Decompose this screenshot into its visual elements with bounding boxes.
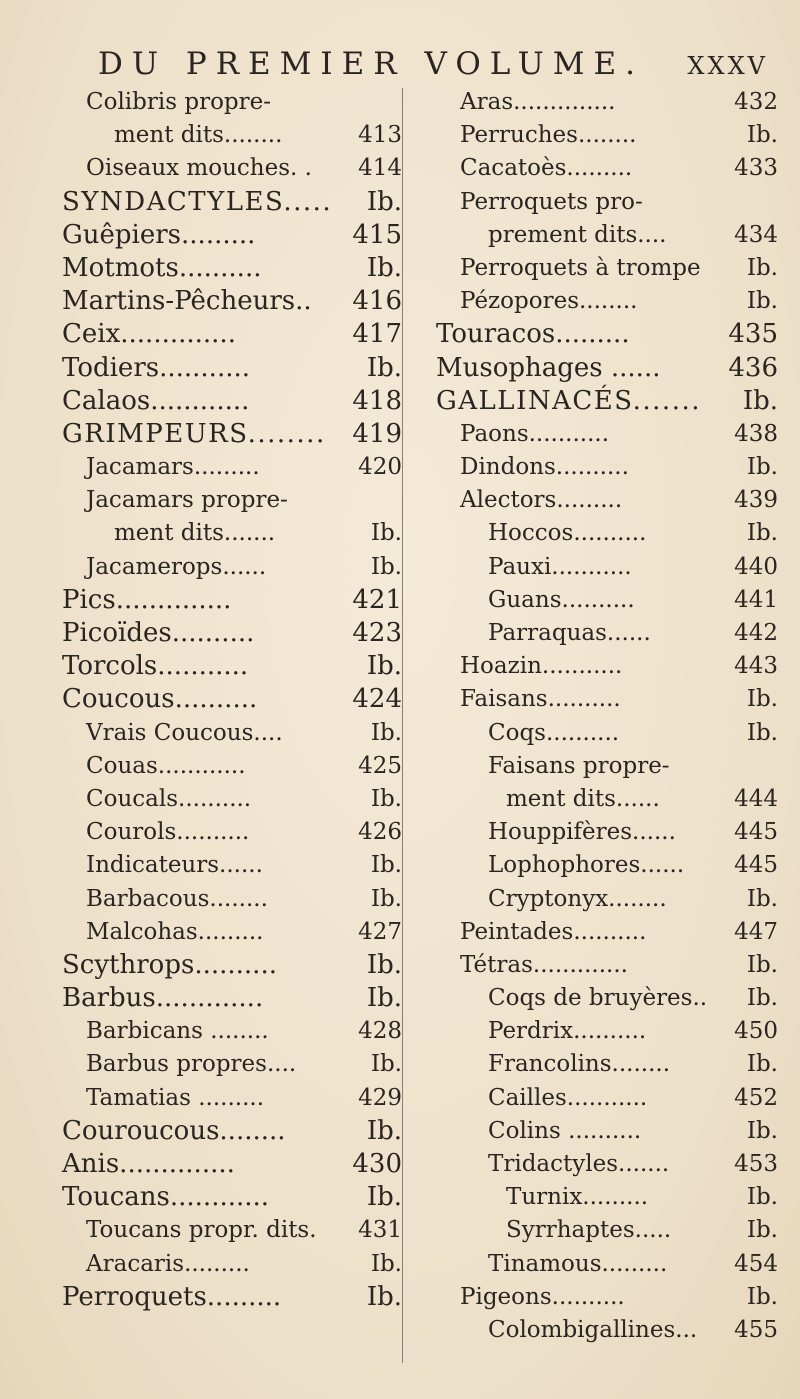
index-entry: [62, 418, 422, 451]
index-entry: [436, 1148, 796, 1181]
index-entry: [436, 1048, 796, 1081]
header-title: DU PREMIER VOLUME.: [98, 46, 644, 82]
index-entry: [62, 186, 422, 219]
index-entry: [62, 152, 422, 185]
index-entry-name: Dindons..........: [460, 454, 629, 481]
index-entry: [62, 451, 422, 484]
index-entry-name: Barbus.............: [62, 983, 264, 1014]
index-entry: [62, 318, 422, 351]
index-entry-page: Ib.: [370, 520, 402, 547]
index-entry-page: 418: [352, 385, 402, 416]
index-entry: [62, 783, 422, 816]
index-entry-page: Ib.: [746, 454, 778, 481]
index-entry: [436, 883, 796, 916]
index-entry-name: Courols..........: [86, 819, 250, 846]
index-entry-page: 428: [358, 1018, 402, 1045]
index-entry: [436, 783, 796, 816]
index-entry-page: 415: [352, 219, 402, 250]
index-entry: [62, 551, 422, 584]
index-entry-name: Picoïdes..........: [62, 618, 255, 648]
index-entry-page: Ib.: [746, 1117, 778, 1144]
index-entry: [436, 849, 796, 882]
index-entry-name: Touracos.........: [436, 319, 630, 350]
index-entry: [436, 285, 796, 318]
index-entry-page: Ib.: [746, 254, 778, 281]
index-entry-name: Tétras.............: [460, 951, 628, 978]
index-entry-name: Parraquas......: [488, 620, 651, 646]
index-entry-name: Guans..........: [488, 586, 635, 613]
index-entry-name: prement dits....: [488, 221, 667, 248]
index-entry-page: Ib.: [746, 1184, 778, 1211]
index-entry: [436, 1082, 796, 1115]
index-entry-page: Ib.: [366, 186, 402, 217]
index-entry-page: Ib.: [370, 719, 402, 746]
index-entry-page: 424: [352, 684, 402, 715]
index-entry-page: 440: [734, 553, 778, 580]
index-entry-page: Ib.: [746, 719, 778, 746]
index-entry: [436, 816, 796, 849]
index-entry: [436, 484, 796, 517]
index-entry-page: 420: [358, 454, 402, 481]
index-entry: [62, 816, 422, 849]
index-entry: [436, 219, 796, 252]
index-entry-name: Pauxi...........: [488, 553, 632, 580]
index-entry-page: 445: [734, 852, 778, 879]
index-entry-name: Aracaris.........: [86, 1250, 250, 1277]
index-entry: [62, 949, 422, 982]
index-entry-page: 430: [352, 1149, 402, 1179]
index-entry: [62, 849, 422, 882]
index-entry-name: Cryptonyx........: [488, 885, 667, 912]
index-entry-page: 443: [734, 653, 778, 680]
index-entry-name: Hoazin...........: [460, 653, 623, 680]
index-entry-page: Ib.: [370, 785, 402, 812]
index-entry-name: Perruches........: [460, 122, 637, 149]
index-entry-name: Couroucous........: [62, 1115, 286, 1146]
index-entry-name: Perroquets à trompe: [460, 254, 701, 281]
index-entry: [436, 916, 796, 949]
index-entry: [436, 385, 796, 418]
index-entry: [436, 1214, 796, 1247]
index-entry-page: 454: [734, 1250, 778, 1277]
index-entry-name: Coucous..........: [62, 684, 258, 715]
index-entry-name: Jacamerops......: [86, 553, 267, 580]
index-entry-page: 434: [734, 221, 778, 248]
index-entry: [62, 883, 422, 916]
index-entry-page: 455: [734, 1316, 778, 1343]
index-entry-name: Hoccos..........: [488, 520, 647, 547]
index-entry-page: 433: [734, 155, 778, 182]
index-entry: [436, 683, 796, 716]
index-entry-name: GRIMPEURS........: [62, 418, 326, 449]
index-entry-page: Ib.: [746, 288, 778, 315]
index-entry-name: Calaos............: [62, 385, 250, 416]
index-entry-name: Alectors.........: [460, 487, 623, 514]
index-entry-name: Ceix..............: [62, 319, 236, 350]
index-entry-page: Ib.: [746, 520, 778, 547]
index-entry-page: 453: [734, 1151, 778, 1177]
index-entry: [436, 617, 796, 650]
index-entry: [62, 219, 422, 252]
index-entry: [62, 484, 422, 517]
index-entry-name: Scythrops..........: [62, 949, 277, 980]
index-entry-name: Barbus propres....: [86, 1051, 297, 1078]
index-entry-name: Perdrix..........: [488, 1018, 647, 1045]
index-entry-name: Jacamars.........: [86, 454, 260, 481]
index-entry-name: Barbicans ........: [86, 1018, 269, 1045]
index-entry-name: Musophages ......: [436, 352, 661, 383]
index-entry: [436, 1015, 796, 1048]
index-entry-name: Colibris propre-: [86, 89, 272, 115]
index-entry-name: ment dits.......: [114, 520, 276, 547]
index-entry: [62, 1248, 422, 1281]
index-entry-name: ment dits......: [506, 785, 660, 812]
index-entry-page: Ib.: [366, 1182, 402, 1213]
index-entry-page: Ib.: [746, 985, 778, 1012]
index-entry: [436, 1248, 796, 1281]
index-entry-name: Lophophores......: [488, 852, 685, 879]
index-entry-page: Ib.: [366, 949, 402, 980]
index-entry-page: 452: [734, 1084, 778, 1111]
index-entry-name: Peintades..........: [460, 918, 647, 945]
index-entry-name: Colins ..........: [488, 1117, 642, 1144]
index-entry: [436, 152, 796, 185]
index-entry: [436, 750, 796, 783]
index-entry-page: Ib.: [366, 1281, 402, 1312]
index-entry: [436, 717, 796, 750]
index-entry: [62, 1181, 422, 1214]
index-entry-page: Ib.: [366, 983, 402, 1014]
index-entry-page: Ib.: [746, 951, 778, 978]
index-entry-name: ment dits........: [114, 122, 283, 149]
index-entry-name: SYNDACTYLES.....: [62, 186, 333, 217]
index-entry-page: 425: [358, 752, 402, 779]
index-entry: [436, 551, 796, 584]
index-entry-page: 423: [352, 618, 402, 648]
index-entry-name: Tridactyles.......: [488, 1151, 670, 1177]
index-entry: [436, 1314, 796, 1347]
index-entry: [62, 717, 422, 750]
index-entry: [62, 750, 422, 783]
index-entry: [62, 1082, 422, 1115]
index-entry-page: 450: [734, 1018, 778, 1045]
index-entry-name: Tamatias .........: [86, 1084, 265, 1111]
index-entry-name: Perroquets.........: [62, 1281, 282, 1312]
index-entry: [436, 517, 796, 550]
index-entry-page: 417: [352, 319, 402, 350]
index-entry-page: Ib.: [370, 553, 402, 580]
index-entry: [62, 86, 422, 119]
index-entry: [436, 1281, 796, 1314]
index-entry: [436, 451, 796, 484]
index-entry-name: Tinamous.........: [488, 1250, 668, 1277]
index-entry-name: Anis..............: [62, 1149, 235, 1179]
index-entry: [62, 1281, 422, 1314]
index-entry-name: Barbacous........: [86, 885, 268, 912]
index-entry: [62, 517, 422, 550]
index-entry-name: Pics..............: [62, 584, 232, 615]
index-entry-page: 445: [734, 819, 778, 846]
index-entry-page: Ib.: [366, 1115, 402, 1146]
index-entry: [62, 1148, 422, 1181]
index-entry: [436, 418, 796, 451]
index-entry-page: Ib.: [370, 852, 402, 879]
index-entry-page: 431: [358, 1217, 402, 1244]
index-entry-name: Pézopores........: [460, 288, 638, 315]
index-entry-page: 441: [734, 586, 778, 613]
index-entry-name: Jacamars propre-: [86, 487, 288, 514]
index-entry-name: Colombigallines...: [488, 1316, 698, 1343]
index-entry: [436, 352, 796, 385]
index-entry-name: Couas............: [86, 752, 246, 779]
index-entry-name: Cailles...........: [488, 1084, 648, 1111]
index-entry-page: 435: [728, 319, 778, 350]
index-entry-page: 438: [734, 420, 778, 447]
left-column-index: [62, 86, 422, 1314]
index-entry-name: Indicateurs......: [86, 852, 263, 879]
index-entry: [62, 352, 422, 385]
index-entry: [436, 584, 796, 617]
index-entry-name: Turnix.........: [506, 1184, 649, 1211]
index-entry-page: 442: [734, 620, 778, 646]
index-entry-name: Vrais Coucous....: [86, 719, 283, 746]
index-entry-name: Todiers...........: [62, 352, 251, 383]
index-entry-name: GALLINACÉS.......: [436, 385, 701, 416]
index-entry-page: Ib.: [746, 885, 778, 912]
index-entry: [62, 1115, 422, 1148]
index-entry: [62, 1015, 422, 1048]
index-entry-page: Ib.: [746, 1217, 778, 1244]
index-entry-page: Ib.: [370, 1250, 402, 1277]
index-entry: [436, 252, 796, 285]
index-entry-name: Paons...........: [460, 420, 610, 447]
index-entry: [436, 86, 796, 119]
index-entry-page: 444: [734, 785, 778, 812]
index-entry-name: Motmots..........: [62, 252, 262, 283]
index-entry: [436, 1115, 796, 1148]
index-entry: [62, 1214, 422, 1247]
index-entry: [62, 119, 422, 152]
index-entry-name: Toucans............: [62, 1182, 270, 1213]
index-entry-name: Faisans..........: [460, 686, 621, 713]
index-entry-page: 416: [352, 286, 402, 317]
index-entry-page: Ib.: [366, 252, 402, 283]
index-entry-name: Coqs..........: [488, 719, 620, 746]
index-entry: [62, 584, 422, 617]
index-entry-name: Faisans propre-: [488, 752, 670, 779]
index-entry: [62, 683, 422, 716]
index-entry-page: Ib.: [746, 686, 778, 713]
index-entry-page: 429: [358, 1084, 402, 1111]
index-entry-name: Torcols...........: [62, 651, 249, 682]
index-entry-name: Perroquets pro-: [460, 188, 643, 215]
index-entry-page: Ib.: [746, 122, 778, 149]
index-entry-page: Ib.: [742, 385, 778, 416]
index-entry-page: Ib.: [370, 885, 402, 912]
index-entry-page: Ib.: [370, 1051, 402, 1078]
index-entry-page: 432: [734, 89, 778, 115]
index-entry: [62, 916, 422, 949]
index-entry: [436, 186, 796, 219]
index-entry-page: 421: [352, 584, 402, 615]
index-entry-page: 419: [352, 418, 402, 449]
right-column-index: [436, 86, 796, 1347]
index-entry: [62, 385, 422, 418]
index-entry-page: 439: [734, 487, 778, 514]
running-header: [0, 46, 800, 86]
index-entry: [436, 650, 796, 683]
index-entry-name: Toucans propr. dits.: [86, 1217, 317, 1244]
index-entry-name: Aras..............: [460, 89, 616, 115]
index-entry-page: Ib.: [746, 1283, 778, 1310]
index-entry-page: 426: [358, 819, 402, 846]
index-entry: [436, 982, 796, 1015]
index-entry: [62, 285, 422, 318]
index-entry-name: Malcohas.........: [86, 918, 264, 945]
index-entry-name: Martins-Pêcheurs..: [62, 286, 312, 317]
index-entry: [62, 1048, 422, 1081]
index-entry-page: 447: [734, 918, 778, 945]
index-entry-page: Ib.: [746, 1051, 778, 1078]
index-entry: [436, 1181, 796, 1214]
index-entry-name: Coucals..........: [86, 785, 252, 812]
index-entry: [62, 252, 422, 285]
index-entry-page: Ib.: [366, 352, 402, 383]
index-entry-name: Syrrhaptes.....: [506, 1217, 672, 1244]
index-entry-page: 436: [728, 352, 778, 383]
index-entry-name: Houppifères......: [488, 819, 676, 846]
page-folio: XXXV: [687, 52, 768, 80]
index-entry: [436, 318, 796, 351]
index-entry: [436, 949, 796, 982]
index-entry: [62, 617, 422, 650]
index-entry-page: 427: [358, 918, 402, 945]
index-entry-name: Guêpiers.........: [62, 219, 256, 250]
index-entry: [62, 650, 422, 683]
index-entry-name: Francolins........: [488, 1051, 671, 1078]
index-entry-name: Oiseaux mouches. .: [86, 155, 312, 182]
index-entry-name: Coqs de bruyères..: [488, 985, 708, 1012]
index-entry: [62, 982, 422, 1015]
index-entry-name: Cacatoès.........: [460, 155, 633, 182]
index-entry-page: Ib.: [366, 651, 402, 682]
index-entry-page: 414: [358, 155, 402, 182]
index-entry-page: 413: [358, 122, 402, 149]
index-entry-name: Pigeons..........: [460, 1283, 625, 1310]
index-entry: [436, 119, 796, 152]
